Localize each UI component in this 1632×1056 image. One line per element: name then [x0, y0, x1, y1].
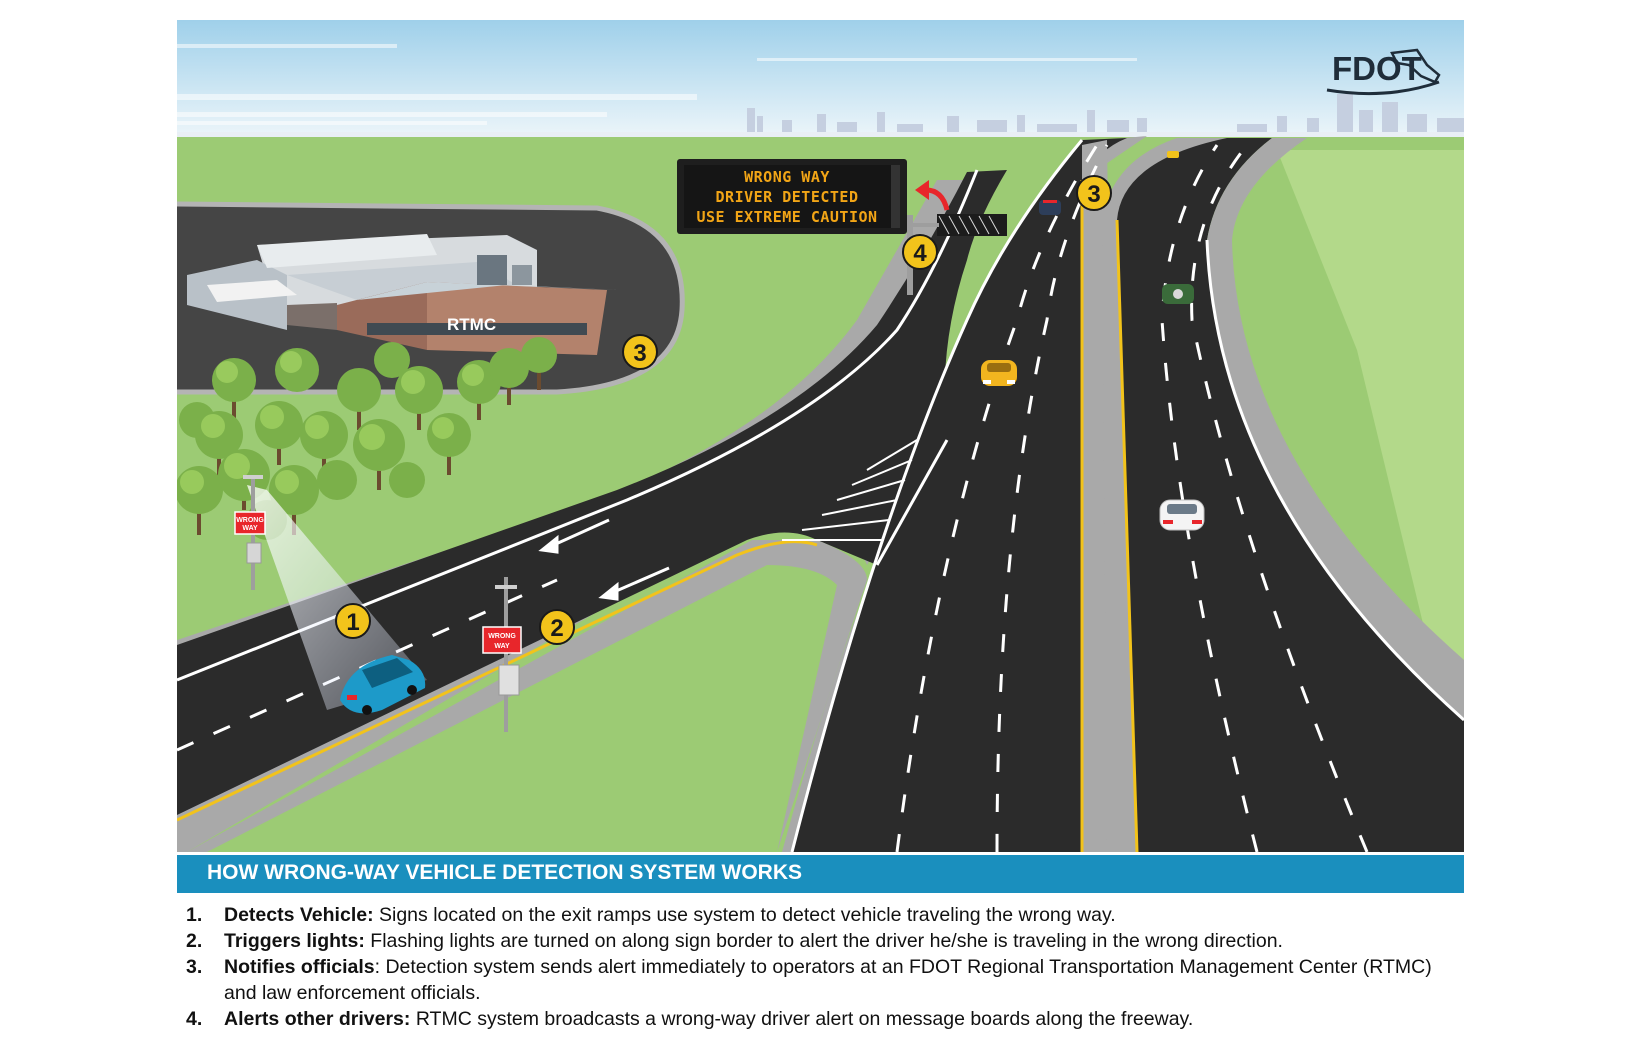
police-car [1039, 200, 1061, 215]
badge-4 [903, 235, 937, 269]
badge-3-rtmc [623, 335, 657, 369]
step-label: Notifies officials [224, 956, 375, 978]
sign1-line1: WRONG [236, 517, 264, 524]
badge-2 [540, 610, 574, 644]
step-text: RTMC system broadcasts a wrong-way driver alert on message boards along the freeway. [410, 1008, 1194, 1030]
step-text: Signs located on the exit ramps use system to detect vehicle traveling the wrong way. [373, 904, 1116, 926]
sign2-line2: WAY [494, 643, 510, 650]
step-number: 3. [186, 956, 203, 978]
steps-list [186, 902, 1456, 1032]
step-number: 4. [186, 1008, 203, 1030]
green-car [1162, 284, 1194, 304]
sign-line-1: WRONG WAY [744, 168, 830, 186]
step-label: Alerts other drivers: [224, 1008, 411, 1030]
step-item [186, 954, 1456, 1006]
step-number: 2. [186, 930, 203, 952]
badge-1 [336, 604, 370, 638]
sign2-line1: WRONG [488, 633, 516, 640]
svg-text:1: 1 [346, 609, 360, 636]
svg-text:3: 3 [1087, 181, 1101, 208]
rtmc-label: RTMC [447, 315, 497, 334]
step-label: Detects Vehicle: [224, 904, 374, 926]
badge-3-police [1077, 176, 1111, 210]
step-item [186, 1006, 1456, 1032]
distant-car [1167, 151, 1179, 158]
step-item [186, 928, 1456, 954]
section-banner [177, 852, 1464, 893]
step-text: : Detection system sends alert immediately to operators at an FDOT Regional Transportation Management Center (RTMC) and law enforcement officials. [224, 956, 1432, 1004]
white-car [1160, 500, 1204, 530]
svg-text:4: 4 [913, 240, 927, 267]
step-label: Triggers lights: [224, 930, 365, 952]
svg-text:FDOT: FDOT [1332, 50, 1422, 87]
yellow-car [981, 360, 1017, 386]
svg-text:3: 3 [633, 340, 647, 367]
sign1-line2: WAY [242, 525, 258, 532]
message-board [677, 159, 907, 234]
sign-line-3: USE EXTREME CAUTION [696, 208, 878, 226]
sign-line-2: DRIVER DETECTED [715, 188, 859, 206]
step-text: Flashing lights are turned on along sign border to alert the driver he/she is traveling in the wrong direction. [364, 930, 1283, 952]
section-title: HOW WRONG-WAY VEHICLE DETECTION SYSTEM WORKS [207, 861, 803, 884]
svg-text:2: 2 [550, 615, 564, 642]
illustration-scene [177, 20, 1464, 852]
step-item [186, 902, 1456, 928]
step-number: 1. [186, 904, 203, 926]
